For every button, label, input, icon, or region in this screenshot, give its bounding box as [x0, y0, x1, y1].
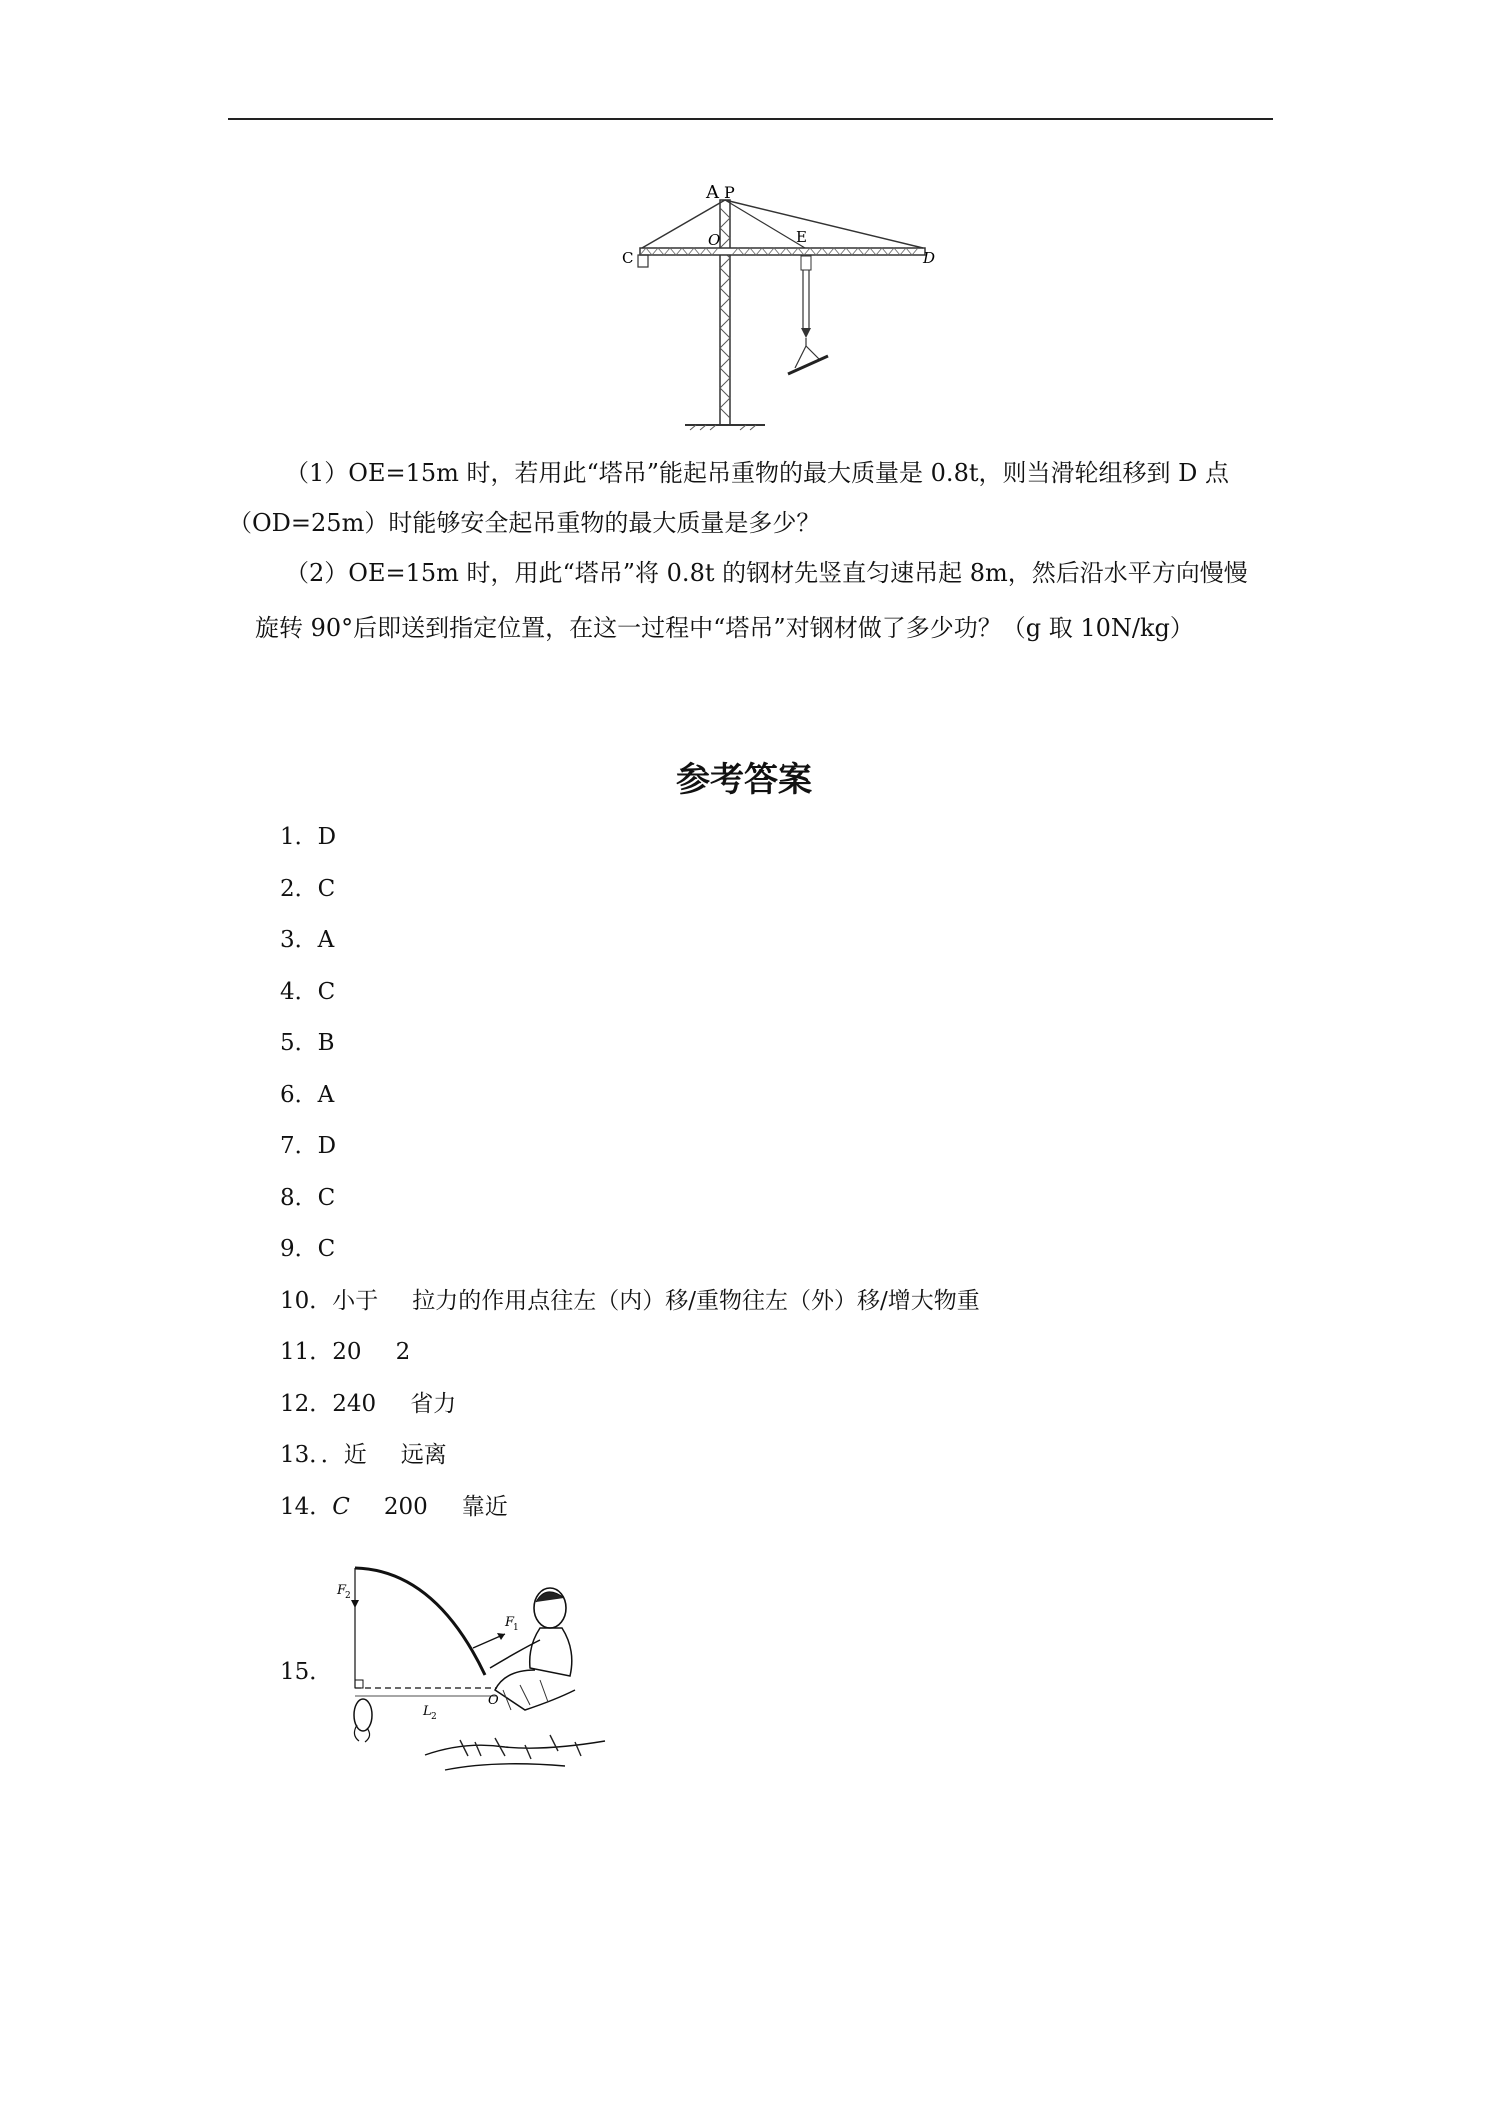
answer-value: A	[317, 1081, 335, 1108]
answer-value: 远离	[400, 1442, 447, 1468]
answer-number: 7．	[280, 1133, 318, 1159]
answer-number: 10．	[280, 1287, 333, 1314]
answer-item	[280, 1286, 980, 1338]
answer-value: A	[317, 927, 335, 953]
answer-value: D	[317, 1133, 337, 1159]
answer-value: 省力	[410, 1390, 457, 1417]
answer-number: 14．	[280, 1493, 333, 1520]
answer-value: D	[317, 824, 337, 850]
answer-number: 3．	[280, 927, 318, 953]
answer-number: 11．	[280, 1339, 333, 1365]
answer-item	[280, 1131, 980, 1183]
answer-value: C	[317, 1236, 336, 1262]
answer-item	[280, 1183, 980, 1235]
answer-value: 小于	[332, 1287, 379, 1314]
answer-number: 12．	[280, 1390, 333, 1417]
answer-value: B	[317, 1030, 335, 1056]
answer-item	[280, 1080, 980, 1132]
answer-item	[280, 874, 980, 926]
answer-value: 靠近	[461, 1493, 508, 1520]
fish-label-l2-sub: 2	[431, 1712, 437, 1722]
fish-label-o: O	[488, 1693, 499, 1708]
answer-number: 5．	[280, 1030, 318, 1056]
answer-item	[280, 925, 980, 977]
answer-value: 200	[383, 1493, 428, 1520]
answer-title: 参考答案	[676, 760, 812, 800]
question-1-line-2: （OD=25m）时能够安全起吊重物的最大质量是多少？	[228, 509, 821, 537]
answer-item	[280, 1234, 980, 1286]
fish-label-f1-sub: 1	[513, 1623, 519, 1633]
answer-item	[280, 822, 980, 874]
answer-item	[280, 1028, 980, 1080]
answer-value: C	[317, 978, 336, 1005]
question-2-line-2: 旋转 90°后即送到指定位置，在这一过程中“塔吊”对钢材做了多少功？（g 取 10N/kg）	[255, 614, 1194, 642]
crane-label-o: O	[708, 231, 721, 249]
answer-item	[280, 1440, 980, 1492]
crane-label-d: D	[923, 249, 936, 267]
fishing-lever-diagram	[335, 1560, 610, 1780]
answer-item	[280, 1389, 980, 1441]
answer-value: 240	[332, 1390, 377, 1417]
tower-crane-diagram	[620, 178, 940, 438]
answer-item	[280, 1492, 980, 1544]
answer-value: 拉力的作用点往左（内）移/重物往左（外）移/增大物重	[412, 1287, 980, 1314]
answer-value: C	[317, 1184, 336, 1211]
header-rule	[228, 118, 1273, 120]
question-2-line-1: （2）OE=15m 时，用此“塔吊”将 0.8t 的钢材先竖直匀速吊起 8m，然后沿水平方向慢慢	[285, 559, 1248, 587]
fish-label-f2: F	[337, 1583, 347, 1598]
crane-label-a: A	[706, 182, 719, 203]
answer-number: 8．	[280, 1184, 318, 1211]
fish-label-f2-sub: 2	[345, 1591, 351, 1601]
crane-label-p: P	[724, 183, 735, 202]
answer-value: C	[332, 1493, 350, 1520]
answer-value: C	[317, 875, 336, 902]
answer-item	[280, 1337, 980, 1389]
answer-number: 13．	[280, 1442, 321, 1468]
answer-list	[280, 822, 980, 1543]
answer-value: 20	[332, 1339, 362, 1365]
crane-label-c: C	[622, 249, 634, 267]
answer-number: 9．	[280, 1236, 318, 1262]
answer-number: 1．	[280, 824, 318, 850]
answer-15-number: 15．	[280, 1659, 333, 1685]
answer-item	[280, 977, 980, 1029]
crane-label-e: E	[796, 228, 807, 246]
question-1-line-1: （1）OE=15m 时，若用此“塔吊”能起吊重物的最大质量是 0.8t，则当滑轮组移到 D 点	[285, 459, 1229, 487]
answer-value: ．近	[320, 1442, 367, 1468]
fish-label-f1: F	[505, 1615, 515, 1630]
answer-number: 4．	[280, 978, 318, 1005]
fish-label-l2: L	[423, 1704, 432, 1719]
answer-number: 6．	[280, 1081, 318, 1108]
answer-number: 2．	[280, 875, 318, 902]
answer-value: 2	[395, 1339, 411, 1365]
